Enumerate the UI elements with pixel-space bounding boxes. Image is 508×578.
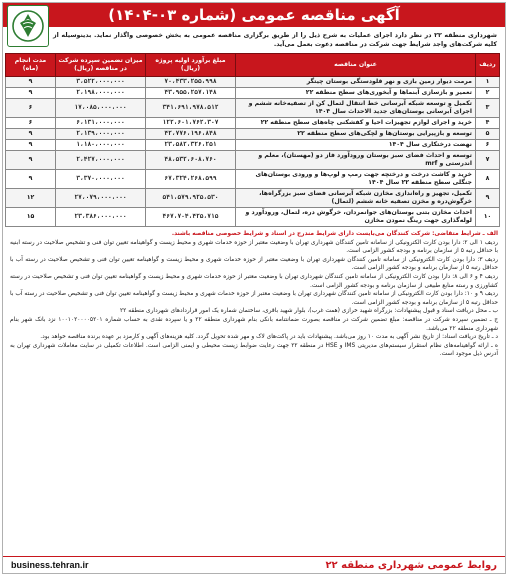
table-row [6, 118, 500, 129]
cell-title: توسعه و بازپیرایی بوستان‌ها و لچکی‌های سطح منطقه ۲۲ [236, 129, 476, 140]
cell-deposit: ۶،۱۳۱،۰۰۰،۰۰۰ [56, 118, 146, 129]
cell-title: خرید و اجرای لوازم تجهیزات احیا و کفشکنی چاه‌های سطح منطقه ۲۲ [236, 118, 476, 129]
table-row [6, 170, 500, 189]
tehran-municipality-logo-icon [7, 5, 49, 47]
cell-row-number: ۶ [476, 140, 500, 151]
table-header-row [6, 54, 500, 77]
cell-title: توسعه و احداث فضای سبز بوستان ورود‌آورد فاز دو (مهستان)، معلم و اندرستی و mrf [236, 151, 476, 170]
condition-deposit: ج ـ تضمین سپرده شرکت در مناقصه: مبلغ تضمین شرکت در مناقصه بصورت ضمانتنامه بانکی بنام شهرداری منطقه ۲۲ و یا سپرده نقدی به حساب شماره ۱۰۰۱۰۲۰۰۰۰۵۲۰۱ نزد بانک شهر بنام شهرداری منطقه ۲۲ می‌باشد. [10, 316, 499, 332]
cell-row-number: ۱ [476, 77, 500, 88]
cell-estimate: ۱۲۲،۶۰۱،۷۶۲،۳۰۷ [146, 118, 236, 129]
cell-deposit: ۱،۱۸۰،۰۰۰،۰۰۰ [56, 140, 146, 151]
tender-conditions [3, 227, 505, 359]
condition-paragraph: ردیف ۳: دارا بودن کارت الکترونیکی از سامانه تامین کنندگان شهرداری تهران با وضعیت معتبر از حوزه خدمات شهری و محیط زیست و گواهینامه تعیین توان فنی و تشخیص صلاحیت در رسته آب با حداقل رتبه ۵ از سازمان برنامه و بودجه کشور الزامی است. [10, 256, 498, 272]
col-header-duration: مدت انجام (ماه) [6, 54, 56, 77]
cell-row-number: ۳ [476, 99, 500, 118]
cell-deposit: ۳،۳۷۰،۰۰۰،۰۰۰ [56, 170, 146, 189]
table-row [6, 77, 500, 88]
public-relations-label: روابط عمومی شهرداری منطقه ۲۲ [325, 559, 497, 571]
tender-table [5, 53, 500, 227]
cell-duration: ۹ [6, 151, 56, 170]
cell-row-number: ۵ [476, 129, 500, 140]
tender-notice [2, 2, 506, 574]
cell-row-number: ۹ [476, 189, 500, 208]
table-row [6, 189, 500, 208]
table-row [6, 99, 500, 118]
cell-row-number: ۲ [476, 88, 500, 99]
cell-deposit: ۲۷،۰۷۹،۰۰۰،۰۰۰ [56, 189, 146, 208]
condition-paragraph: ردیف ۱ الی ۲: دارا بودن کارت الکترونیکی از سامانه تامین کنندگان شهرداری تهران با وضعیت معتبر از حوزه خدمات شهری و محیط زیست و گواهینامه تعیین توان فنی و تشخیص صلاحیت در رسته ابنیه با حداقل رتبه ۵ از سازمان برنامه و بودجه کشور الزامی است. [10, 239, 498, 255]
cell-title: خرید و کاشت درخت و درختچه جهت رمپ و لوپ‌ها و ورودی بوستان‌های جنگلی سطح منطقه ۲۲ سال ۱۴۰۴ [236, 170, 476, 189]
cell-estimate: ۶۷،۳۲۴،۲۶۸،۵۹۹ [146, 170, 236, 189]
cell-title: احداث مخازن بتنی بوستان‌های جوانمردان، خرگوش دره، لتمال، ورود‌آورد و لوله‌گذاری جهت رینگ نمودن مخازن [236, 208, 476, 227]
cell-deposit: ۲،۱۳۹،۰۰۰،۰۰۰ [56, 129, 146, 140]
cell-duration: ۹ [6, 88, 56, 99]
cell-estimate: ۲۳،۵۸۲،۳۲۶،۲۵۱ [146, 140, 236, 151]
cell-row-number: ۴ [476, 118, 500, 129]
cell-estimate: ۷۰،۴۳۳،۲۵۵،۹۹۸ [146, 77, 236, 88]
cell-row-number: ۷ [476, 151, 500, 170]
cell-estimate: ۴۲،۷۷۶،۱۹۶،۸۴۸ [146, 129, 236, 140]
conditions-heading: الف ـ شرایط متقاضی: شرکت کنندگان می‌بایست دارای شرایط مندرج در اسناد و شرایط خصوصی مناقصه باشند. [171, 231, 498, 237]
cell-duration: ۱۲ [6, 189, 56, 208]
website-link[interactable]: business.tehran.ir [11, 560, 89, 570]
cell-duration: ۹ [6, 77, 56, 88]
notice-title: آگهی مناقصه عمومی (شماره ۰۳-۱۴۰۴) [108, 6, 400, 24]
notice-header [3, 3, 505, 27]
cell-deposit: ۲۳،۳۸۶،۰۰۰،۰۰۰ [56, 208, 146, 227]
cell-title: تکمیل و توسعه شبکه آبرسانی خط انتقال لتمال کن از تصفیه‌خانه ششم و اجرای آبرسانی بوستان‌های جدید الاحداث سال ۱۴۰۴ [236, 99, 476, 118]
cell-deposit: ۲،۴۲۷،۰۰۰،۰۰۰ [56, 151, 146, 170]
cell-title: تکمیل، تجهیز و راه‌اندازی مخازن شبکه آبرسانی فضای سبز بزرگراه‌ها، خرگوش‌دره و مخزن تصفیه خانه ششم (لتمال) [236, 189, 476, 208]
col-header-deposit: میزان تضمین سپرده شرکت در مناقصه (ریال) [56, 54, 146, 77]
cell-estimate: ۴۶۷،۷۰۴،۴۲۵،۷۱۵ [146, 208, 236, 227]
table-row [6, 208, 500, 227]
table-row [6, 140, 500, 151]
cell-title: نهضت درختکاری سال ۱۴۰۴ [236, 140, 476, 151]
notice-footer [3, 556, 505, 573]
cell-deposit: ۳،۵۲۲،۰۰۰،۰۰۰ [56, 77, 146, 88]
cell-title: مرمت دیوار زمین بازی و نهر قلودستگی بوستان چیتگر [236, 77, 476, 88]
cell-duration: ۹ [6, 129, 56, 140]
table-row [6, 88, 500, 99]
cell-title: تعمیر و بازسازی آبنماها و آبخوری‌های سطح منطقه ۲۲ [236, 88, 476, 99]
condition-paragraph: ردیف ۴ و ۶ الی ۸: دارا بودن کارت الکترونیکی از سامانه تامین کنندگان شهرداری تهران با وضعیت معتبر از حوزه خدمات شهری و محیط زیست و گواهینامه تعیین توان فنی و تشخیص صلاحیت در رسته کشاورزی و رسته منابع طبیعی از سازمان برنامه و بودجه کشور الزامی است. [10, 273, 499, 289]
col-header-estimate: مبلغ برآورد اولیه پروژه (ریال) [146, 54, 236, 77]
cell-duration: ۹ [6, 140, 56, 151]
condition-certificates: ه ـ ارائه گواهینامه‌های نظام استقرار سیستم‌های مدیریتی IMS و HSE در منطقه ۲۲ جهت رعایت ضوابط زیست محیطی و ایمنی الزامی است. اطلاعات تکمیلی در سایت معاملات شهرداری تهران به آدرس ذیل موجود است. [10, 342, 499, 358]
cell-estimate: ۴۳،۹۵۵،۲۵۷،۱۴۸ [146, 88, 236, 99]
table-row [6, 151, 500, 170]
cell-duration: ۹ [6, 170, 56, 189]
cell-row-number: ۱۰ [476, 208, 500, 227]
condition-documents-location: ب ـ محل دریافت اسناد و قبول پیشنهادات: بزرگراه شهید خرازی (همت غرب)، بلوار شهید باقری، ساختمان شماره یک امور قراردادهای شهرداری منطقه ۲۲ [120, 308, 498, 315]
col-header-title: عنوان مناقصه [236, 54, 476, 77]
col-header-row: ردیف [476, 54, 500, 77]
cell-duration: ۶ [6, 99, 56, 118]
condition-dates: د ـ تاریخ دریافت اسناد: از تاریخ نشر آگهی به مدت ۱۰ روز می‌باشد. پیشنهادات باید در پاکت‌های لاک و مهر شده تحویل گردد. کلیه هزینه‌های آگهی و کارمزد بر عهده برنده مناقصه خواهد بود. [40, 334, 498, 341]
cell-row-number: ۸ [476, 170, 500, 189]
cell-duration: ۱۵ [6, 208, 56, 227]
cell-estimate: ۳۴۱،۶۹۱،۹۷۸،۵۱۲ [146, 99, 236, 118]
cell-estimate: ۴۸،۵۳۲،۶۰۸،۷۶۰ [146, 151, 236, 170]
cell-deposit: ۲،۱۹۸،۰۰۰،۰۰۰ [56, 88, 146, 99]
condition-paragraph: ردیف ۹ و ۱۰: دارا بودن کارت الکترونیکی از سامانه تامین کنندگان شهرداری تهران با وضعیت معتبر از حوزه خدمات شهری و محیط زیست و گواهینامه تعیین توان فنی و تشخیص صلاحیت در رسته آب با حداقل رتبه ۵ از سازمان برنامه و بودجه کشور الزامی است. [10, 291, 499, 306]
table-row [6, 129, 500, 140]
tender-table-body [6, 77, 500, 227]
cell-estimate: ۵۴۱،۵۷۹،۹۲۵،۵۳۰ [146, 189, 236, 208]
notice-intro: شهرداری منطقه ۲۲ در نظر دارد اجرای عملیات به شرح ذیل را از طریق برگزاری مناقصه عمومی به بخش خصوصی واگذار نماید. بدینوسیله از کلیه شرکت‌های واجد شرایط جهت شرکت در مناقصه دعوت بعمل می‌آید. [53, 32, 498, 48]
cell-duration: ۶ [6, 118, 56, 129]
cell-deposit: ۱۷،۰۸۵،۰۰۰،۰۰۰ [56, 99, 146, 118]
